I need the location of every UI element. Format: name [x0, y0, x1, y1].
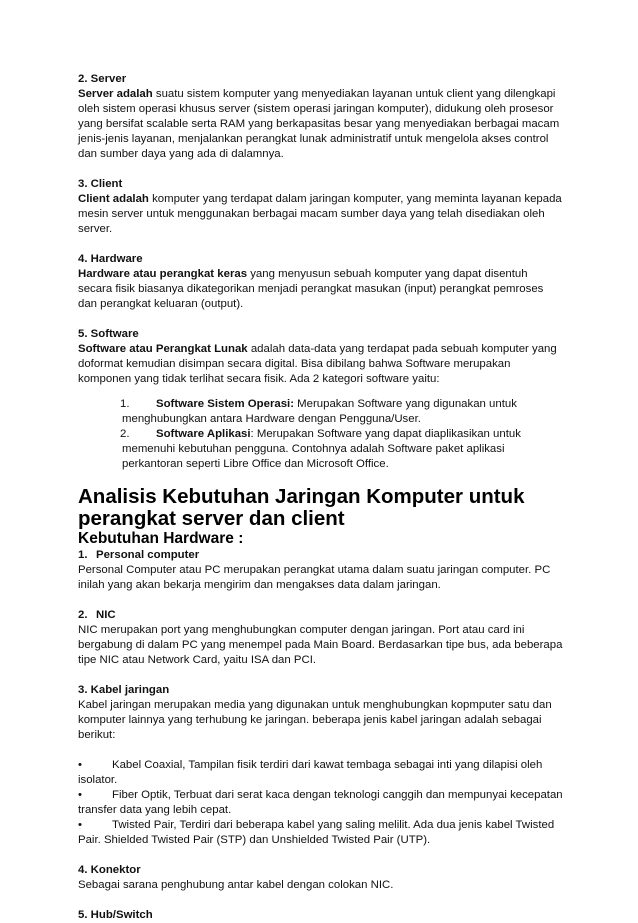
section-number: 1. [78, 549, 88, 561]
section-body [78, 267, 564, 312]
bullet-glyph: • [78, 789, 82, 801]
body-text: yang menyusun sebuah komputer yang dapat disentuh secara fisik biasanya dikategorikan menjadi perangkat masukan (input) perangkat pemroses dan perangkat keluaran (output). [78, 268, 544, 310]
term: Software atau Perangkat Lunak [78, 343, 248, 355]
section-title: 5. Software [78, 328, 139, 340]
body-text: adalah data-data yang terdapat pada sebuah komputer yang doformat kemudian disimpan secara digital. Bisa dibilang bahwa Software merupakan komponen yang tidak terlihat secara fisik. Ada 2 kategori software yaitu: [78, 343, 557, 385]
section-pc [78, 548, 564, 593]
document-page [78, 72, 564, 923]
bullet-item [78, 818, 564, 848]
body-text: komputer yang terdapat dalam jaringan komputer, yang meminta layanan kepada mesin server untuk menggunakan berbagai macam sumber daya yang telah disediakan oleh server. [78, 193, 562, 235]
section-kabel [78, 683, 564, 848]
section-body: NIC merupakan port yang menghubungkan computer dengan jaringan. Port atau card ini bergabung di dalam PC yang menempel pada Main Board. Berdasarkan tipe bus, ada beberapa tipe NIC atau Network Card, yaitu ISA dan PCI. [78, 624, 563, 666]
section-konektor [78, 863, 564, 893]
main-heading: Analisis Kebutuhan Jaringan Komputer untuk perangkat server dan client [78, 485, 525, 530]
body-text: Fiber Optik, Terbuat dari serat kaca dengan teknologi canggih dan mempunyai kecepatan transfer data yang lebih cepat. [78, 789, 563, 816]
term: Software Sistem Operasi: [156, 398, 295, 410]
term: Client adalah [78, 193, 149, 205]
body-text: Twisted Pair, Terdiri dari beberapa kabel yang saling melilit. Ada dua jenis kabel Twisted Pair. Shielded Twisted Pair (STP) dan Unshielded Twisted Pair (UTP). [78, 819, 555, 846]
section-client [78, 177, 564, 237]
section-body: Kabel jaringan merupakan media yang digunakan untuk menghubungkan kopmputer satu dan komputer lainnya yang terhubung ke jaringan. beberapa jenis kabel jaringan adalah sebagai berikut: [78, 699, 552, 741]
section-title [78, 608, 564, 623]
section-body: Personal Computer atau PC merupakan perangkat utama dalam suatu jaringan computer. PC inilah yang akan bekarja mengirim dan mengakses data dalam jaringan. [78, 564, 551, 591]
software-list [78, 397, 564, 472]
term: Server adalah [78, 88, 153, 100]
section-body [78, 87, 564, 162]
bullet-glyph: • [78, 759, 82, 771]
section-title-text: NIC [96, 609, 116, 621]
section-software [78, 327, 564, 472]
bullet-glyph: • [78, 819, 82, 831]
section-title: 4. Konektor [78, 864, 141, 876]
body-text: Kabel Coaxial, Tampilan fisik terdiri dari kawat tembaga sebagai inti yang dilapisi oleh isolator. [78, 759, 543, 786]
list-item [78, 427, 564, 472]
body-text: : Merupakan Software yang dapat diaplikasikan untuk memenuhi kebutuhan pengguna. Contohnya adalah Software paket aplikasi perkantoran seperti Libre Office dan Microsoft Office. [122, 428, 521, 470]
section-title: 5. Hub/Switch [78, 909, 153, 921]
list-item [78, 397, 564, 427]
section-hub [78, 908, 564, 923]
section-body [78, 342, 564, 387]
section-server [78, 72, 564, 162]
body-text: suatu sistem komputer yang menyediakan layanan untuk client yang dilengkapi oleh sistem operasi khusus server (sistem operasi jaringan komputer), didukung oleh prosesor yang bersifat scalable serta RAM yang berkapasitas besar yang menyediakan berbagai macam jenis-jenis layanan, menjalankan perangkat lunak administratif untuk mengelola akses control dan sumber daya yang ada di dalamnya. [78, 88, 560, 160]
section-nic [78, 608, 564, 668]
section-title: 4. Hardware [78, 253, 143, 265]
section-title: 2. Server [78, 73, 127, 85]
term: Software Aplikasi [156, 428, 251, 440]
section-number: 2. [78, 609, 88, 621]
section-body: Sebagai sarana penghubung antar kabel dengan colokan NIC. [78, 879, 394, 891]
section-title: 3. Kabel jaringan [78, 684, 170, 696]
bullet-item [78, 788, 564, 818]
list-number: 2. [120, 428, 130, 440]
section-hardware [78, 252, 564, 312]
sub-heading: Kebutuhan Hardware : [78, 530, 244, 547]
section-title [78, 548, 564, 563]
term: Hardware atau perangkat keras [78, 268, 248, 280]
section-title-text: Personal computer [96, 549, 200, 561]
section-body [78, 192, 564, 237]
body-text: Merupakan Software yang digunakan untuk menghubungkan antara Hardware dengan Pengguna/User. [122, 398, 517, 425]
list-number: 1. [120, 398, 130, 410]
bullet-item [78, 758, 564, 788]
section-title: 3. Client [78, 178, 123, 190]
